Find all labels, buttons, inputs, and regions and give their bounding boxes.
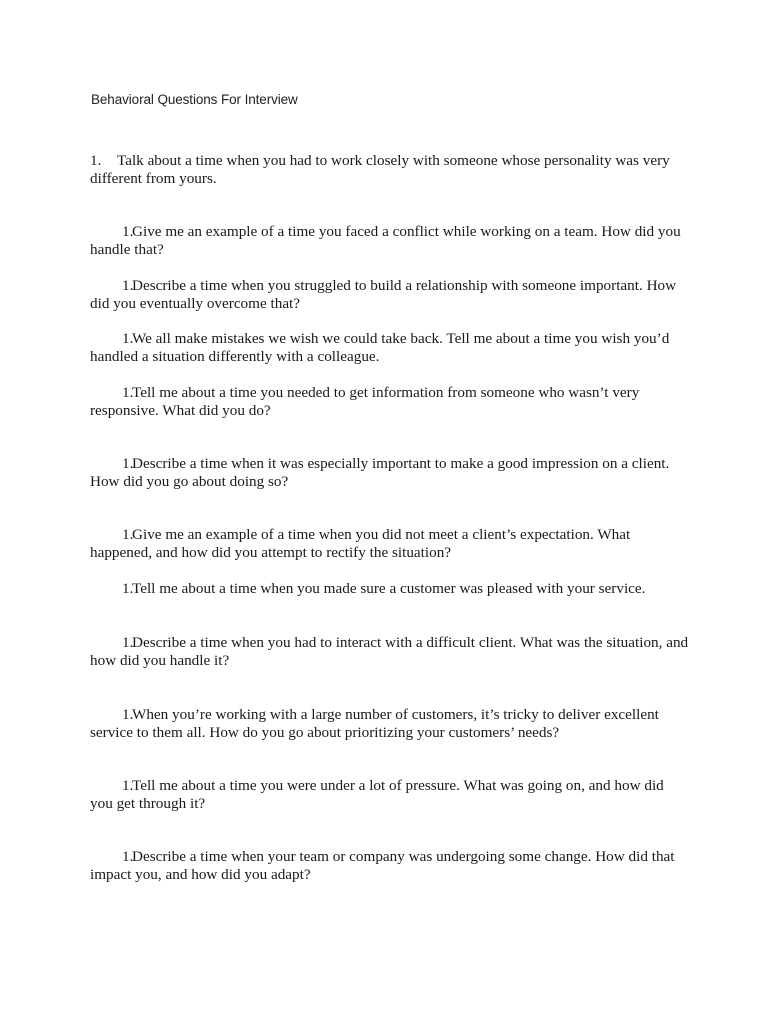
question-item — [90, 580, 690, 598]
question-item — [90, 706, 690, 742]
question-item — [90, 777, 690, 813]
question-item — [90, 526, 690, 562]
question-number: 1. — [122, 277, 134, 294]
question-number: 1. — [122, 330, 134, 347]
document-title: Behavioral Questions For Interview — [91, 92, 298, 107]
question-text: Give me an example of a time when you did not meet a client’s expectation. What happened, and how did you attempt to rectify the situation? — [90, 526, 631, 561]
question-text: Describe a time when you had to interact with a difficult client. What was the situation, and how did you handle it? — [90, 634, 689, 669]
question-item — [90, 634, 690, 670]
question-number: 1. — [122, 384, 134, 401]
question-number: 1. — [122, 223, 134, 240]
question-item — [90, 330, 690, 366]
question-item — [90, 384, 690, 420]
question-item — [90, 277, 690, 313]
question-text: Tell me about a time you were under a lot of pressure. What was going on, and how did you get through it? — [90, 777, 664, 812]
question-number: 1. — [122, 455, 134, 472]
question-text: When you’re working with a large number of customers, it’s tricky to deliver excellent service to them all. How do you go about prioritizing your customers’ needs? — [90, 706, 659, 741]
question-item — [90, 455, 690, 491]
question-number: 1. — [122, 848, 134, 865]
question-text: Describe a time when your team or company was undergoing some change. How did that impact you, and how did you adapt? — [90, 848, 675, 883]
question-item — [90, 152, 690, 188]
question-number: 1. — [122, 580, 134, 597]
question-number: 1. — [122, 634, 134, 651]
question-text: Describe a time when it was especially important to make a good impression on a client. How did you go about doing so? — [90, 455, 670, 490]
question-number: 1. — [122, 706, 134, 723]
question-number: 1. — [122, 777, 134, 794]
question-number: 1. — [90, 152, 102, 169]
question-text: Give me an example of a time you faced a conflict while working on a team. How did you handle that? — [90, 223, 681, 258]
question-text: Describe a time when you struggled to build a relationship with someone important. How did you eventually overcome that? — [90, 277, 677, 312]
question-text: We all make mistakes we wish we could take back. Tell me about a time you wish you’d handled a situation differently with a colleague. — [90, 330, 670, 365]
question-text: Tell me about a time when you made sure a customer was pleased with your service. — [132, 580, 646, 597]
question-text: Talk about a time when you had to work closely with someone whose personality was very different from yours. — [90, 152, 670, 187]
question-number: 1. — [122, 526, 134, 543]
question-text: Tell me about a time you needed to get information from someone who wasn’t very responsive. What did you do? — [90, 384, 640, 419]
question-item — [90, 848, 690, 884]
question-item — [90, 223, 690, 259]
